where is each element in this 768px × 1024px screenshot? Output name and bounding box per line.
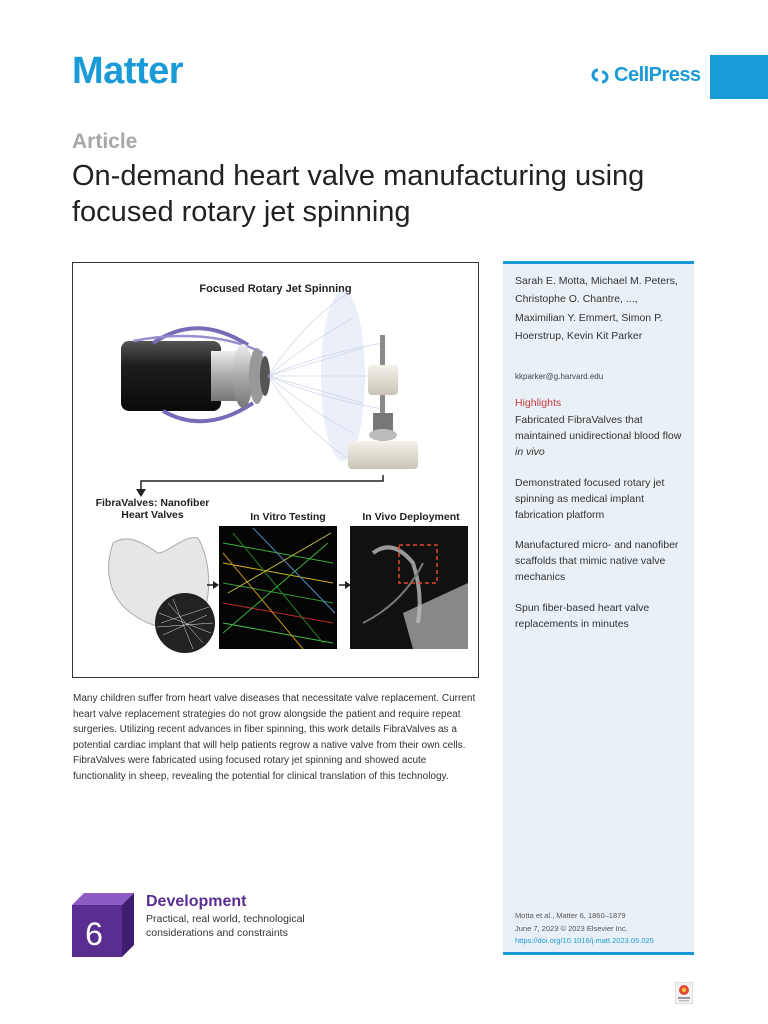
ga-label-in-vitro: In Vitro Testing (250, 511, 326, 523)
abstract-text: Many children suffer from heart valve diseases that necessitate valve replacement. Current heart valve replacement strategies do not grow alongside the patient and require repeat surgeries. Utilizing recent advances in fiber spinning, this work details FibraValves as a potential cardiac implant that will help patients regrow a native valve from their own cells. FibraValves were fabricated using focused rotary jet spinning and showed acute functionality in sheep, revealing the potential for clinical translation of this technology. (73, 693, 476, 782)
highlight-emphasis: in vivo (515, 446, 545, 459)
ga-label-in-vivo: In Vivo Deployment (362, 511, 460, 523)
article-title: On-demand heart valve manufacturing using focused rotary jet spinning (72, 160, 645, 228)
doi-link[interactable]: https://doi.org/10.1016/j.matt.2023.05.025 (515, 936, 654, 946)
citation-date: June 7, 2023 © 2023 Elsevier Inc. (515, 923, 628, 933)
header-accent-bar (710, 55, 768, 99)
highlight-text: Demonstrated focused rotary jet spinning as medical implant fabrication platform (515, 477, 665, 522)
graphical-abstract (72, 262, 479, 678)
development-title: Development (146, 893, 247, 910)
highlight-text: Manufactured micro- and nanofiber scaffolds that mimic native valve mechanics (515, 539, 679, 584)
development-number: 6 (85, 916, 103, 952)
journal-name: Matter (72, 50, 184, 92)
citation (515, 910, 654, 948)
ga-title: Focused Rotary Jet Spinning (199, 283, 352, 295)
development-cube-icon (72, 893, 134, 957)
highlights-heading: Highlights (515, 397, 562, 409)
corresponding-email[interactable]: kkparker@g.harvard.edu (515, 372, 604, 381)
cellpress-logo[interactable] (590, 64, 701, 87)
article-type-label: Article (72, 130, 138, 153)
highlight-item (515, 475, 687, 524)
ga-label-fibravalves: FibraValves: Nanofiber Heart Valves (95, 497, 210, 521)
cellpress-logo-icon (590, 66, 610, 86)
sidebar-panel (503, 261, 694, 955)
highlight-item (515, 412, 687, 461)
highlight-item (515, 537, 687, 586)
cellpress-wordmark: CellPress (614, 64, 701, 86)
citation-journal: Motta et al., Matter 6, 1860–1879 (515, 911, 626, 920)
highlight-item (515, 600, 687, 632)
check-for-updates-icon[interactable] (675, 982, 693, 1004)
authors: Sarah E. Motta, Michael M. Peters, Christophe O. Chantre, ..., Maximilian Y. Emmert, Simon P. Hoerstrup, Kevin Kit Parker (515, 275, 678, 342)
highlight-text: Spun fiber-based heart valve replacements in minutes (515, 602, 650, 631)
ga-panels (73, 263, 478, 677)
development-description: Practical, real world, technological considerations and constraints (146, 913, 305, 939)
highlight-text: Fabricated FibraValves that maintained unidirectional blood flow (515, 414, 682, 443)
